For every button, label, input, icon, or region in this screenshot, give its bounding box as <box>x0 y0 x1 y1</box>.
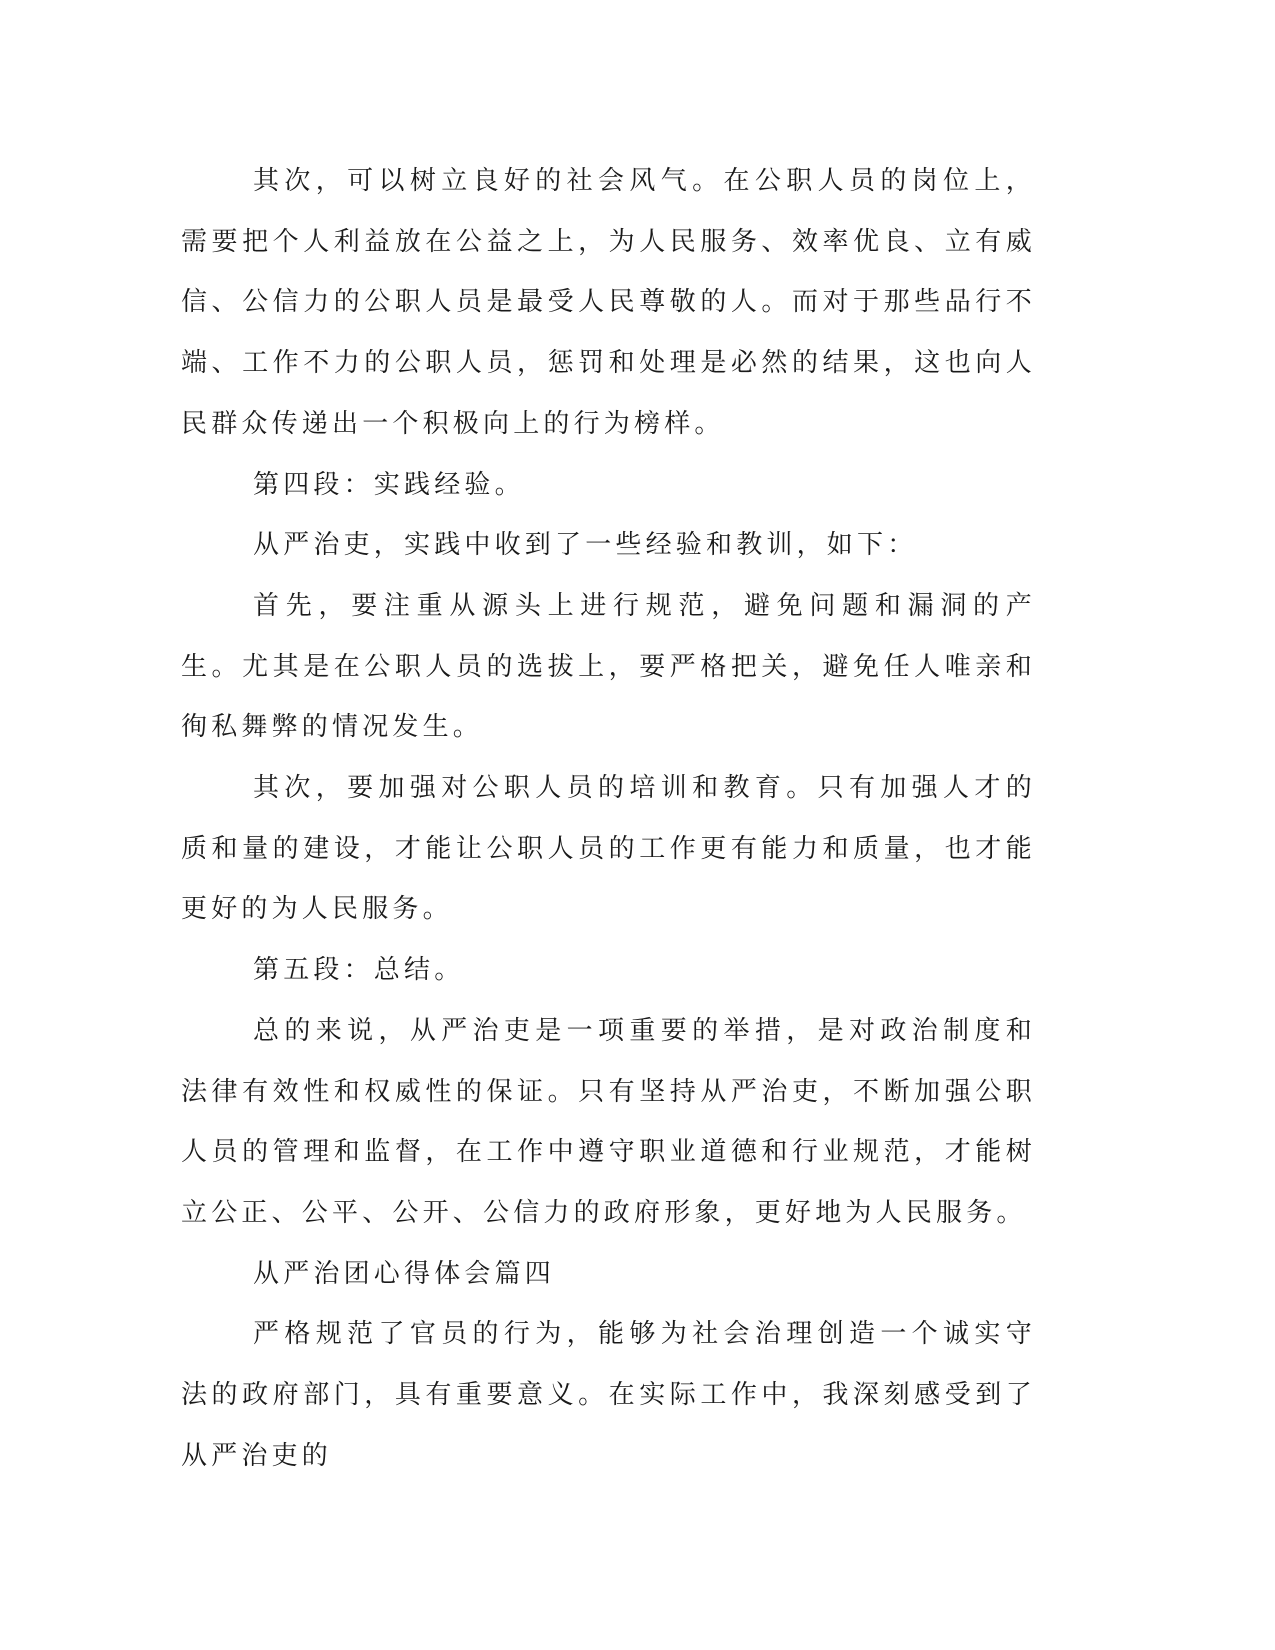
section-heading-summary: 第五段：总结。 <box>253 955 465 986</box>
section-heading-practice: 第四段：实践经验。 <box>253 469 525 500</box>
paragraph-social-atmosphere: 其次，可以树立良好的社会风气。在公职人员的岗位上，需要把个人利益放在公益之上，为人民服务、效率优良、立有威信、公信力的公职人员是最受人民尊敬的人。而对于那些品行不端、工作不力的公职人员，惩罚和处理是必然的结果，这也向人民群众传递出一个积极向上的行为榜样。 <box>181 166 1036 439</box>
article-title-part-four: 从严治团心得体会篇四 <box>253 1258 556 1289</box>
document-body <box>181 151 1036 1486</box>
paragraph-source-regulation: 首先，要注重从源头上进行规范，避免问题和漏洞的产生。尤其是在公职人员的选拔上，要严格把关，避免任人唯亲和徇私舞弊的情况发生。 <box>181 590 1036 743</box>
paragraph-practice-intro: 从严治吏，实践中收到了一些经验和教训，如下： <box>253 530 918 561</box>
paragraph-part-four-intro: 严格规范了官员的行为，能够为社会治理创造一个诚实守法的政府部门，具有重要意义。在实际工作中，我深刻感受到了从严治吏的 <box>181 1319 1036 1471</box>
paragraph-summary: 总的来说，从严治吏是一项重要的举措，是对政治制度和法律有效性和权威性的保证。只有坚持从严治吏，不断加强公职人员的管理和监督，在工作中遵守职业道德和行业规范，才能树立公正、公平、公开、公信力的政府形象，更好地为人民服务。 <box>181 1015 1036 1228</box>
paragraph-training-education: 其次，要加强对公职人员的培训和教育。只有加强人才的质和量的建设，才能让公职人员的工作更有能力和质量，也才能更好的为人民服务。 <box>181 773 1036 925</box>
